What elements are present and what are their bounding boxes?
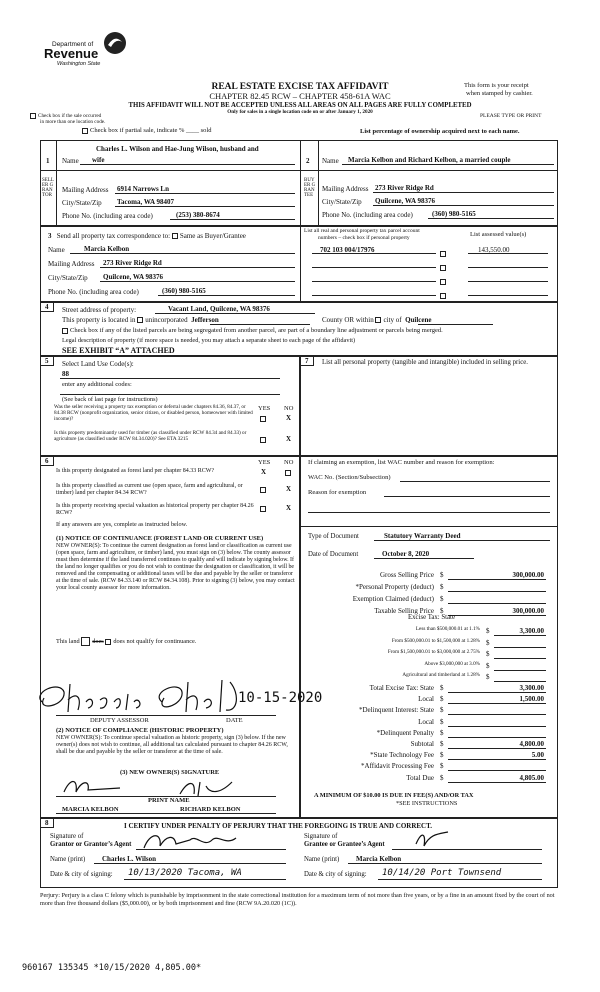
section-4-number: 4: [45, 303, 49, 311]
total-row-label-3: Local: [418, 717, 434, 726]
owner-name-2[interactable]: RICHARD KELBON: [180, 806, 241, 813]
forest-q1: Is this property designated as forest land per chapter 84.33 RCW?: [56, 468, 215, 474]
total-row-dollar-7: $: [440, 762, 444, 771]
unincorporated-checkbox[interactable]: [137, 317, 143, 323]
receipt-note-2: when stamped by cashier.: [466, 90, 533, 97]
personal-property-checkbox-1[interactable]: [440, 251, 446, 257]
county-label: County OR within: [322, 316, 374, 324]
tax-row-dollar-3: $: [440, 607, 444, 615]
parcel-heading-1: List all real and personal property tax parcel account: [304, 228, 420, 234]
grantor-date-value[interactable]: 10/13/2020 Tacoma, WA: [128, 868, 242, 878]
ownership-note: List percentage of ownership acquired next to each name.: [360, 128, 520, 135]
multi-location-checkbox[interactable]: [30, 113, 36, 119]
total-row-dollar-6: $: [440, 751, 444, 760]
forest-any-yes: If any answers are yes, complete as instructed below.: [56, 521, 188, 528]
forest-q2-yes-checkbox[interactable]: [260, 487, 266, 493]
multi-location-label-2: in more than one location code.: [40, 119, 106, 125]
wac-label: WAC No. (Section/Subsection): [308, 474, 391, 481]
seller-name-top: Charles L. Wilson and Hae-Jung Wilson, husband and: [96, 145, 259, 153]
bracket-row-dollar-3: $: [486, 661, 490, 670]
continuance-heading: (1) NOTICE OF CONTINUANCE (FOREST LAND OR CURRENT USE): [56, 535, 264, 542]
grantee-signature: [412, 828, 452, 850]
located-label: This property is located in: [62, 316, 136, 324]
certify-heading: I CERTIFY UNDER PENALTY OF PERJURY THAT THE FOREGOING IS TRUE AND CORRECT.: [124, 822, 433, 830]
lu-q1-answer[interactable]: X: [286, 414, 292, 422]
grantee-name-label: Name (print): [304, 856, 340, 863]
receipt-note-1: This form is your receipt: [464, 82, 529, 89]
does-not-checkbox[interactable]: [105, 639, 111, 645]
bracket-row-dollar-0: $: [486, 627, 490, 635]
total-row-value-5[interactable]: 4,800.00: [519, 740, 544, 748]
form-title: REAL ESTATE EXCISE TAX AFFIDAVIT: [211, 82, 389, 92]
new-owner-sig-label: (3) NEW OWNER(S) SIGNATURE: [120, 769, 220, 776]
doc-date-value[interactable]: October 8, 2020: [382, 550, 430, 558]
forest-no-header: NO: [284, 459, 294, 466]
forest-q1-yes[interactable]: X: [261, 468, 267, 476]
lu-q2-yes-checkbox[interactable]: [260, 437, 266, 443]
partial-sale-row[interactable]: Check box if partial sale, indicate % ____ sold: [82, 127, 212, 134]
buyer-name-label: Name: [322, 157, 339, 165]
assessed-value[interactable]: 143,550.00: [478, 246, 510, 254]
section-1-number: 1: [46, 157, 50, 165]
tax-row-label-3: Taxable Selling Price: [374, 607, 434, 615]
corr-city-label: City/State/Zip: [48, 274, 88, 282]
seller-mail-label: Mailing Address: [62, 186, 109, 194]
segregated-checkbox[interactable]: [62, 328, 68, 334]
city-of-label: city of: [383, 316, 402, 324]
total-row-dollar-5: $: [440, 740, 444, 748]
tax-row-dollar-0: $: [440, 571, 444, 579]
section-7-number: 7: [305, 357, 309, 365]
compliance-body: NEW OWNER(S): To continue special valuation as historic property, sign (3) below. If the new owner(s) does not wish to continue, all additional tax calculated pursuant to chapter 84.26 RCW, shall be due and payable by the seller or transferor at the time of sale.: [56, 735, 288, 756]
forest-yes-header: YES: [258, 459, 271, 466]
does-label: does: [92, 637, 104, 645]
continuance-body: NEW OWNER(S): To continue the current designation as forest land or classification as current use (open space, farm and agriculture, or timber) land, you must sign on (3) below. The county assessor must then determine if the land transferred continues to qualify and will indicate by signing below. If the land no longer qualifies or you do not wish to continue the designation or classification, it will be removed and the compensating or additional taxes will be due and payable by the seller or transferor at the time of sale. (RCW 84.33.140 or RCW 84.34.108). Prior to signing (3) below, you may contact your local county assessor for more information.: [56, 543, 295, 591]
section-8-number: 8: [45, 819, 49, 827]
minimum-note-2: *SEE INSTRUCTIONS: [396, 800, 458, 807]
correspondence-heading: Send all property tax correspondence to:: [56, 232, 171, 240]
seller-phone-label: Phone No. (including area code): [62, 212, 153, 220]
lu-question-2: Is this property predominantly used for timber (as classified under RCW 84.34 and 84.33) or agriculture (as classified under RCW 84.34.020)? See ETA 3215: [54, 430, 247, 442]
forest-q3-yes-checkbox[interactable]: [260, 506, 266, 512]
compliance-heading: (2) NOTICE OF COMPLIANCE (HISTORIC PROPERTY): [56, 727, 224, 734]
buyer-phone-label: Phone No. (including area code): [322, 211, 413, 219]
assessed-heading: List assessed value(s): [470, 231, 527, 238]
grantee-date-label: Date & city of signing:: [304, 871, 367, 878]
seller-name-value[interactable]: wife: [92, 156, 105, 164]
total-row-label-7: *Affidavit Processing Fee: [361, 762, 434, 771]
owner-name-1[interactable]: MARCIA KELBON: [62, 806, 119, 813]
bracket-row-label-4: Agricultural and timberland at 1.28%: [402, 672, 480, 678]
excise-state-label: Excise Tax: State: [408, 614, 455, 621]
corr-name-label: Name: [48, 246, 65, 254]
buyer-mail-value[interactable]: 273 River Ridge Rd: [375, 184, 434, 192]
located-row: [62, 316, 219, 324]
city-of-checkbox[interactable]: [375, 317, 381, 323]
same-as-buyer-checkbox[interactable]: [172, 233, 178, 239]
dor-logo: [44, 30, 134, 70]
buyer-city-value[interactable]: Quilcene, WA 98376: [375, 197, 435, 205]
unincorporated-label: unincorporated: [145, 316, 188, 324]
land-use-code[interactable]: 88: [62, 370, 69, 378]
bracket-row-value-0[interactable]: 3,300.00: [519, 627, 544, 635]
forest-q2-answer[interactable]: X: [286, 485, 292, 493]
forest-q1-no-checkbox[interactable]: [285, 470, 291, 476]
land-use-label: Select Land Use Code(s):: [62, 360, 134, 368]
grantee-name-value[interactable]: Marcia Kelbon: [356, 855, 402, 863]
type-or-print: PLEASE TYPE OR PRINT: [480, 113, 542, 119]
tax-row-label-1: *Personal Property (deduct): [355, 583, 434, 591]
total-row-value-1[interactable]: 1,500.00: [519, 695, 544, 704]
logo-text-dept: Department of: [52, 41, 94, 48]
see-back-label: (See back of last page for instructions): [62, 396, 158, 403]
seller-city-value[interactable]: Tacoma, WA 98407: [117, 198, 174, 206]
grantor-name-label: Name (print): [50, 856, 86, 863]
forest-q3: Is this property receiving special valuation as historical property per chapter 84.26 RCW?: [56, 503, 254, 516]
total-row-label-6: *State Technology Fee: [370, 751, 434, 760]
form-warning: THIS AFFIDAVIT WILL NOT BE ACCEPTED UNLESS ALL AREAS ON ALL PAGES ARE FULLY COMPLETED: [128, 102, 472, 109]
corr-phone-label: Phone No. (including area code): [48, 288, 139, 296]
personal-property-checkbox-3[interactable]: [440, 279, 446, 285]
corr-name-value[interactable]: Marcia Kelbon: [84, 245, 130, 253]
total-row-dollar-0: $: [440, 684, 444, 692]
personal-property-text: List all personal property (tangible and intangible) included in selling price.: [322, 359, 528, 366]
city-value[interactable]: Quilcene: [405, 316, 432, 324]
exhibit-a: SEE EXHIBIT “A” ATTACHED: [62, 346, 175, 355]
bracket-row-dollar-2: $: [486, 650, 490, 658]
personal-property-checkbox-4[interactable]: [440, 293, 446, 299]
multi-location-label: Check box if the sale occurred: [38, 113, 102, 120]
svg-text:10-15-2020: 10-15-2020: [238, 690, 323, 706]
tax-row-label-2: Exemption Claimed (deduct): [352, 595, 434, 603]
forest-q2: Is this property classified as current use (open space, farm and agricultural, or timber) land per chapter 84.34 RCW?: [56, 483, 243, 496]
buyer-mail-label: Mailing Address: [322, 185, 369, 193]
total-row-value-0[interactable]: 3,300.00: [519, 684, 544, 692]
doc-type-value[interactable]: Statutory Warranty Deed: [384, 532, 461, 540]
total-row-dollar-1: $: [440, 695, 444, 704]
partial-sale-sold: sold: [200, 127, 212, 134]
tax-row-value-3[interactable]: 300,000.00: [512, 607, 544, 615]
section-6-number: 6: [45, 457, 49, 465]
corr-mail-value[interactable]: 273 River Ridge Rd: [103, 259, 162, 267]
deputy-assessor-label: DEPUTY ASSESSOR: [90, 717, 149, 724]
tax-row-dollar-1: $: [440, 583, 444, 591]
grantor-date-label: Date & city of signing:: [50, 871, 113, 878]
total-row-dollar-2: $: [440, 706, 444, 715]
grantor-sig-label-1: Signature of: [50, 833, 84, 840]
partial-sale-checkbox[interactable]: [82, 128, 88, 134]
recording-stamp: 960167 135345 *10/15/2020 4,805.00*: [22, 963, 202, 973]
bracket-row-dollar-4: $: [486, 673, 490, 681]
corr-phone-value[interactable]: (360) 980-5165: [162, 287, 206, 295]
additional-codes-label: enter any additional codes:: [62, 381, 132, 388]
lu-q2-answer[interactable]: X: [286, 435, 292, 443]
doc-type-label: Type of Document: [308, 533, 359, 540]
exemption-reason-label: Reason for exemption: [308, 489, 367, 496]
lu-yes-header: YES: [258, 405, 271, 412]
same-as-buyer-label: Same as Buyer/Grantee: [179, 232, 246, 240]
tax-row-value-0[interactable]: 300,000.00: [512, 571, 544, 579]
sales-note: Only for sales in a single location code on or after January 1, 2020: [227, 109, 373, 115]
bracket-row-label-0: Less than $500,000.01 at 1.1%: [415, 626, 480, 632]
grantor-sig-label-2: Grantor or Grantor’s Agent: [50, 841, 132, 848]
print-name-label: PRINT NAME: [148, 797, 190, 804]
forest-q3-answer[interactable]: X: [286, 504, 292, 512]
lu-q1-yes-checkbox[interactable]: [260, 416, 266, 422]
tax-row-dollar-2: $: [440, 595, 444, 603]
total-row-dollar-4: $: [440, 728, 444, 737]
correspondence-row: [48, 232, 246, 240]
total-row-dollar-8: $: [440, 773, 444, 782]
bracket-row-label-1: From $500,000.01 to $1,500,000 at 1.28%: [391, 637, 480, 644]
total-row-value-6[interactable]: 5.00: [531, 751, 544, 760]
logo-text-state: Washington State: [57, 61, 101, 67]
street-value[interactable]: Vacant Land, Quilcene, WA 98376: [168, 305, 270, 313]
partial-sale-label: Check box if partial sale, indicate %: [90, 127, 185, 134]
bracket-row-label-3: Above $3,000,000 at 3.0%: [424, 660, 480, 667]
seller-city-label: City/State/Zip: [62, 199, 102, 207]
buyer-name-value[interactable]: Marcia Kelbon and Richard Kelbon, a married couple: [348, 156, 511, 164]
parcel-checkboxes: [440, 247, 448, 303]
section-5-number: 5: [45, 357, 49, 365]
land-qualify-row: [56, 637, 196, 646]
tax-row-label-0: Gross Selling Price: [379, 571, 434, 579]
exemption-heading: If claiming an exemption, list WAC number and reason for exemption:: [308, 459, 495, 466]
corr-mail-label: Mailing Address: [48, 260, 95, 268]
logo-text-revenue: Revenue: [44, 46, 99, 61]
seller-name-label: Name: [62, 157, 79, 165]
grantee-sig-label-2: Grantee or Grantee’s Agent: [304, 841, 385, 848]
doc-date-label: Date of Document: [308, 551, 359, 558]
assessor-date-label: DATE: [226, 717, 243, 724]
bracket-row-label-2: From $1,500,000.01 to $3,000,000 at 2.75%: [387, 649, 480, 655]
land-label: This land: [56, 637, 80, 645]
grantee-sig-label-1: Signature of: [304, 833, 338, 840]
corr-city-value[interactable]: Quilcene, WA 98376: [103, 273, 163, 281]
parcel-heading-2: numbers – check box if personal property: [318, 235, 410, 241]
total-row-value-8[interactable]: 4,805.00: [519, 773, 544, 782]
grantor-name-value[interactable]: Charles L. Wilson: [102, 855, 157, 863]
parcel-number[interactable]: 702 103 004/17976: [320, 246, 375, 254]
total-row-label-2: *Delinquent Interest: State: [358, 706, 434, 715]
section-7-box: [300, 356, 558, 456]
personal-property-checkbox-2[interactable]: [440, 265, 446, 271]
does-checkbox[interactable]: [81, 637, 90, 646]
total-row-dollar-3: $: [440, 717, 444, 726]
seller-name-line: [80, 164, 295, 165]
total-row-label-8: Total Due: [406, 773, 434, 782]
minimum-note-1: A MINIMUM OF $10.00 IS DUE IN FEE(S) AND/OR TAX: [314, 792, 474, 799]
grantee-date-value[interactable]: 10/14/20 Port Townsend: [382, 868, 502, 878]
section-2-number: 2: [306, 157, 310, 165]
form-subtitle: CHAPTER 82.45 RCW – CHAPTER 458-61A WAC: [209, 91, 391, 101]
total-row-label-4: *Delinquent Penalty: [376, 728, 434, 737]
legal-description-label: Legal description of property (if more space is needed, you may attach a separate sheet to each page of the affidavit): [62, 337, 356, 344]
buyer-side-label: BUYER GRANTEE: [304, 178, 316, 198]
county-value[interactable]: Jefferson: [191, 316, 219, 324]
street-label: Street address of property:: [62, 306, 137, 314]
seller-phone-value[interactable]: (253) 380-8674: [176, 211, 220, 219]
total-row-label-5: Subtotal: [410, 740, 434, 748]
bracket-row-dollar-1: $: [486, 638, 490, 647]
section-3-number: 3: [48, 232, 52, 240]
segregated-row: [62, 327, 443, 334]
seller-mail-value[interactable]: 6914 Narrows Ln: [117, 185, 169, 193]
revenue-swirl-icon: [102, 30, 128, 56]
assessor-signature: [30, 672, 323, 718]
does-not-label: does not qualify for continuance.: [113, 637, 197, 645]
total-row-label-1: Local: [418, 695, 434, 704]
seller-side-label: SELLER GRANTOR: [42, 178, 54, 198]
lu-no-header: NO: [284, 405, 294, 412]
perjury-note: Perjury: Perjury is a class C felony which is punishable by imprisonment in the state correctional institution for a maximum term of not more than five years, or by a fine in an amount fixed by the court of not more than five thousand dollars ($5,000.00), or by both imprisonment and fine (RCW 9A.20.020 (1C)).: [40, 892, 555, 907]
buyer-city-label: City/State/Zip: [322, 198, 362, 206]
buyer-phone-value[interactable]: (360) 980-5165: [432, 210, 476, 218]
total-row-label-0: Total Excise Tax: State: [369, 684, 434, 692]
lu-question-1: Was the seller receiving a property tax exemption or deferral under chapters 84.36, 84.37, or 84.38 RCW (nonprofit organization, senior citizen, or disabled person, homeowner with limited income)?: [54, 404, 253, 422]
segregated-label: Check box if any of the listed parcels are being segregated from another parcel, are part of a boundary line adjustment or parcels being merged.: [70, 327, 443, 334]
county-row: [322, 316, 432, 324]
